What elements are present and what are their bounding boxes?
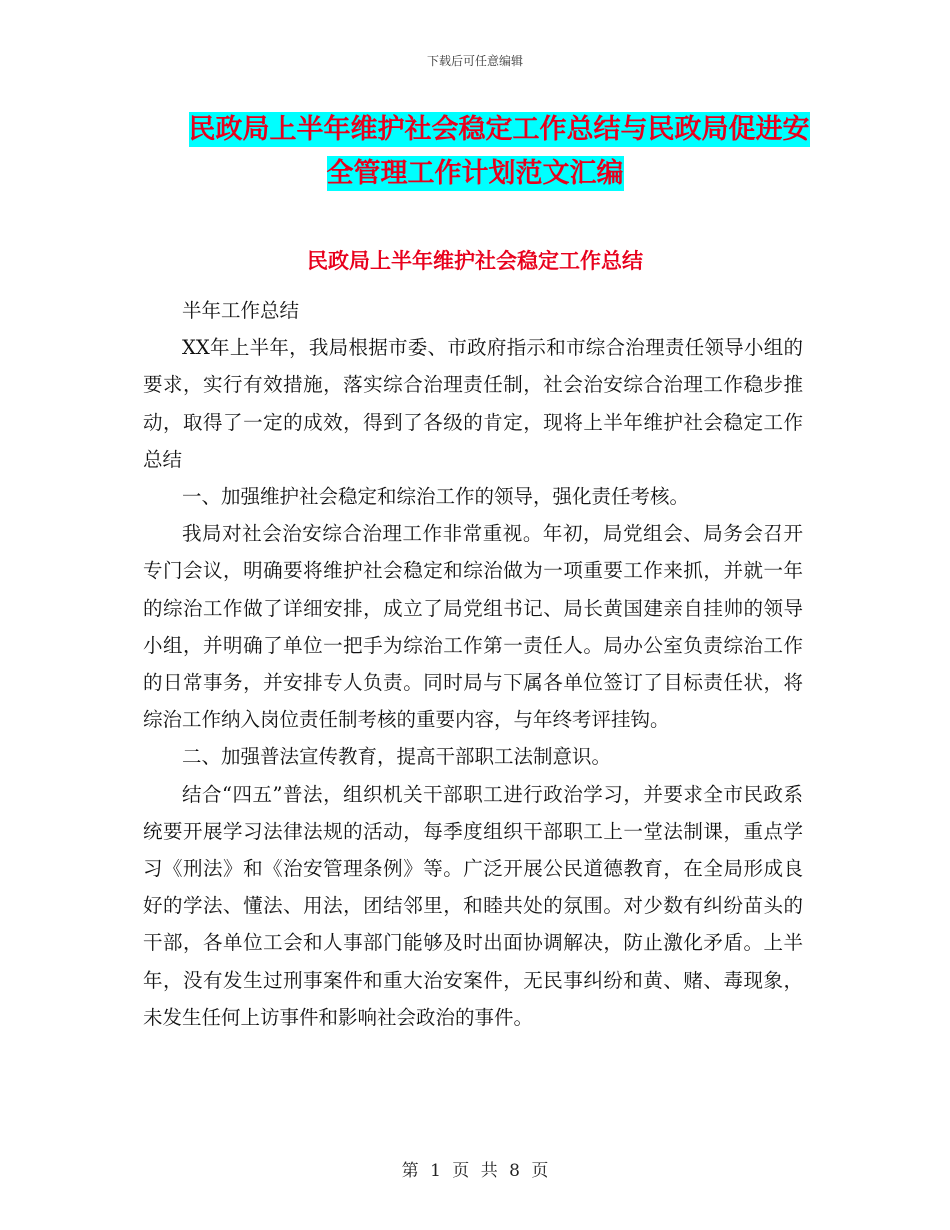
document-title-text-1: 民政局上半年维护社会稳定工作总结与民政局促进安 bbox=[188, 114, 810, 145]
paragraph: 半年工作总结 bbox=[182, 299, 300, 322]
paragraph: 结合“四五”普法，组织机关干部职工进行政治学习，并要求全市民政系统要开展学习法律法规的活动，每季度组织干部职工上一堂法制课，重点学习《刑法》和《治安管理条例》等。广泛开展公民道德教育，在全局形成良好的学法、懂法、用法，团结邻里，和睦共处的氛围。对少数有纠纷苗头的干部，各单位工会和人事部门能够及时出面协调解决，防止激化矛盾。上半年，没有发生过刑事案件和重大治安案件，无民事纠纷和黄、赌、毒现象，未发生任何上访事件和影响社会政治的事件。 bbox=[143, 782, 803, 1029]
section-title: 民政局上半年维护社会稳定工作总结 bbox=[307, 249, 643, 273]
document-title-line-1 bbox=[24, 110, 950, 150]
paragraph: 二、加强普法宣传教育，提高干部职工法制意识。 bbox=[182, 745, 612, 769]
page-footer: 第 1 页 共 8 页 bbox=[401, 1161, 549, 1181]
paragraph: 一、加强维护社会稳定和综治工作的领导，强化责任考核。 bbox=[182, 485, 690, 509]
paragraph: XX年上半年，我局根据市委、市政府指示和市综合治理责任领导小组的要求，实行有效措施，落实综合治理责任制，社会治安综合治理工作稳步推动，取得了一定的成效，得到了各级的肯定，现将上半年维护社会稳定工作总结 bbox=[143, 336, 803, 471]
paragraph: 我局对社会治安综合治理工作非常重视。年初，局党组会、局务会召开专门会议，明确要将维护社会稳定和综治做为一项重要工作来抓，并就一年的综治工作做了详细安排，成立了局党组书记、局长黄国建亲自挂帅的领导小组，并明确了单位一把手为综治工作第一责任人。局办公室负责综治工作的日常事务，并安排专人负责。同时局与下属各单位签订了目标责任状，将综治工作纳入岗位责任制考核的重要内容，与年终考评挂钩。 bbox=[143, 522, 803, 732]
document-title-line-2 bbox=[0, 154, 950, 194]
document-body bbox=[143, 292, 803, 1036]
header-note: 下载后可任意编辑 bbox=[426, 54, 523, 68]
document-title-text-2: 全管理工作计划范文汇编 bbox=[326, 158, 624, 189]
